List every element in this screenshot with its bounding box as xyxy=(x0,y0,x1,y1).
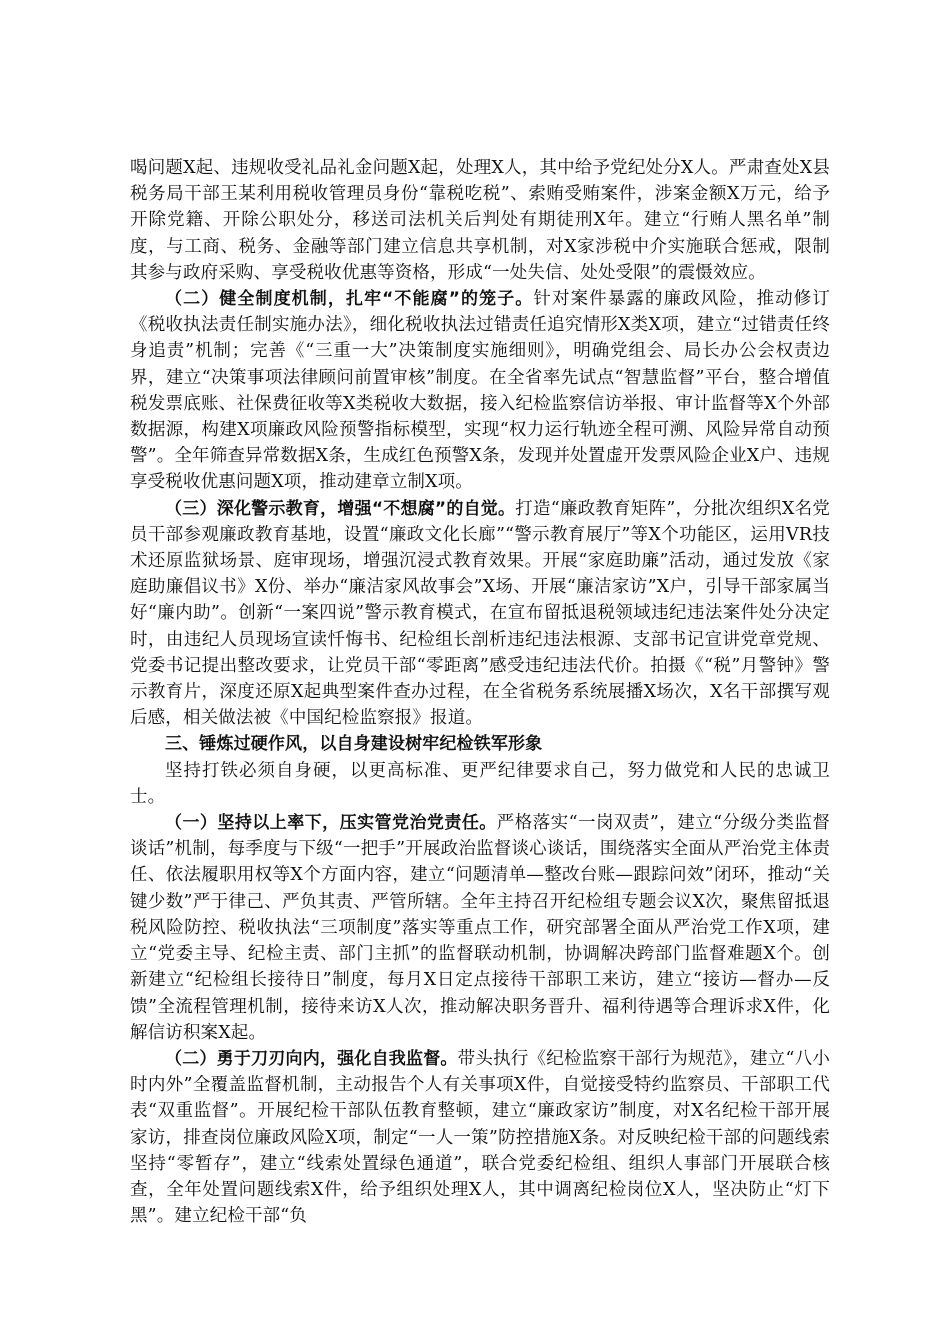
paragraph-lead: （一）坚持以上率下，压实管党治党责任。 xyxy=(165,813,497,834)
paragraph-text: 针对案件暴露的廉政风险，推动修订《税收执法责任制实施办法》，细化税收执法过错责任追究情形X类X项，建立“过错责任终身追责”机制；完善《“三重一大”决策制度实施细则》，明确党组会、局长办公会权责边界，建立“决策事项法律顾问前置审核”制度。在全省率先试点“智慧监督”平台，整合增值税发票底账、社保费征收等X类税收大数据，接入纪检监察信访举报、审计监督等X个外部数据源，构建X项廉政风险预警指标模型，实现“权力运行轨迹全程可溯、风险异常自动预警”。全年筛查异常数据X条，生成红色预警X条，发现并处置虚开发票风险企业X户、违规享受税收优惠问题X项，推动建章立制X项。 xyxy=(130,289,830,493)
paragraph-3-1 xyxy=(130,810,830,1046)
paragraph-lead: （二）勇于刀刃向内，强化自我监督。 xyxy=(165,1048,458,1069)
paragraph-lead: （二）健全制度机制，扎牢“不能腐”的笼子。 xyxy=(165,289,534,310)
paragraph-text: 坚持打铁必须自身硬，以更高标准、更严纪律要求自己，努力做党和人民的忠诚卫士。 xyxy=(130,760,830,807)
paragraph-2-2 xyxy=(130,286,830,496)
paragraph-lead: （三）深化警示教育，增强“不想腐”的自觉。 xyxy=(165,498,516,519)
paragraph-continued xyxy=(130,155,830,286)
paragraph-text: 带头执行《纪检监察干部行为规范》，建立“八小时内外”全覆盖监督机制，主动报告个人有关事项X件，自觉接受特约监察员、干部职工代表“双重监督”。开展纪检干部队伍教育整顿，建立“廉政家访”制度，对X名纪检干部开展家访，排查岗位廉政风险X项，制定“一人一策”防控措施X条。对反映纪检干部的问题线索坚持“零暂存”，建立“线索处置绿色通道”，联合党委纪检组、组织人事部门开展联合核查，全年处置问题线索X件，给予组织处理X人，其中调离纪检岗位X人，坚决防止“灯下黑”。建立纪检干部“负 xyxy=(130,1048,830,1227)
document-page xyxy=(130,155,830,1229)
paragraph-3-2 xyxy=(130,1046,830,1229)
section-heading-3 xyxy=(130,731,830,757)
section-heading-text: 三、锤炼过硬作风，以自身建设树牢纪检铁军形象 xyxy=(165,734,543,755)
paragraph-text: 严格落实“一岗双责”，建立“分级分类监督谈话”机制，每季度与下级“一把手”开展政治监督谈心谈话，围绕落实全面从严治党主体责任、依法履职用权等X个方面内容，建立“问题清单—整改台账—跟踪问效”闭环，推动“关键少数”严于律己、严负其责、严管所辖。全年主持召开纪检组专题会议X次，聚焦留抵退税风险防控、税收执法“三项制度”落实等重点工作，研究部署全面从严治党工作X项，建立“党委主导、纪检主责、部门主抓”的监督联动机制，协调解决跨部门监督难题X个。创新建立“纪检组长接待日”制度，每月X日定点接待干部职工来访，建立“接访—督办—反馈”全流程管理机制，接待来访X人次，推动解决职务晋升、福利待遇等合理诉求X件，化解信访积案X起。 xyxy=(130,813,830,1043)
paragraph-3-intro xyxy=(130,758,830,810)
paragraph-2-3 xyxy=(130,496,830,732)
paragraph-text: 打造“廉政教育矩阵”，分批次组织X名党员干部参观廉政教育基地，设置“廉政文化长廊”“警示教育展厅”等X个功能区，运用VR技术还原监狱场景、庭审现场，增强沉浸式教育效果。开展“家庭助廉”活动，通过发放《家庭助廉倡议书》X份、举办“廉洁家风故事会”X场、开展“廉洁家访”X户，引导干部家属当好“廉内助”。创新“一案四说”警示教育模式，在宣布留抵退税领域违纪违法案件处分决定时，由违纪人员现场宣读忏悔书、纪检组长剖析违纪违法根源、支部书记宣讲党章党规、党委书记提出整改要求，让党员干部“零距离”感受违纪违法代价。拍摄《“税”月警钟》警示教育片，深度还原X起典型案件查办过程，在全省税务系统展播X场次，X名干部撰写观后感，相关做法被《中国纪检监察报》报道。 xyxy=(130,498,831,729)
paragraph-text: 喝问题X起、违规收受礼品礼金问题X起，处理X人，其中给予党纪处分X人。严肃查处X县税务局干部王某利用税收管理员身份“靠税吃税”、索贿受贿案件，涉案金额X万元，给予开除党籍、开除公职处分，移送司法机关后判处有期徒刑X年。建立“行贿人黑名单”制度，与工商、税务、金融等部门建立信息共享机制，对X家涉税中介实施联合惩戒，限制其参与政府采购、享受税收优惠等资格，形成“一处失信、处处受限”的震慑效应。 xyxy=(130,158,830,283)
